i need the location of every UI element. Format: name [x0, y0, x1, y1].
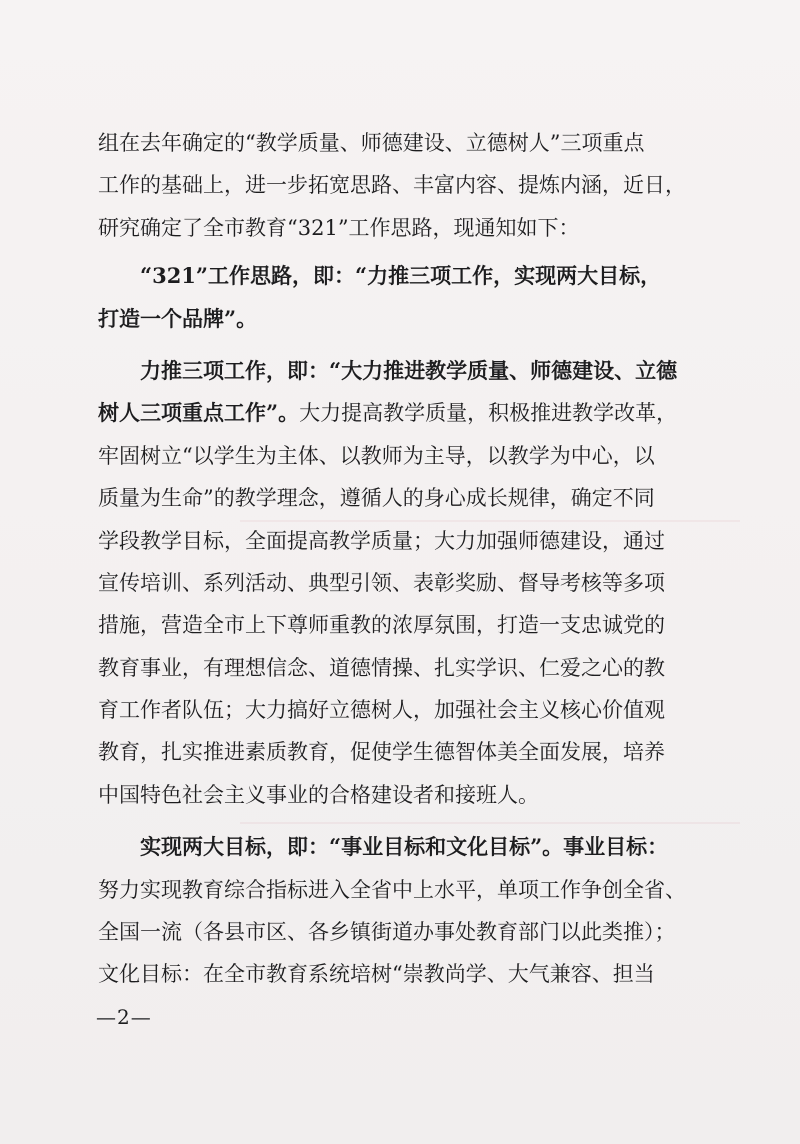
page-number: —2—	[96, 1005, 152, 1029]
text-line: 宣传培训、系列活动、典型引领、表彰奖励、督导考核等多项	[98, 570, 665, 595]
text-line: 教育，扎实推进素质教育，促使学生德智体美全面发展，培养	[98, 740, 665, 765]
text-line: 努力实现教育综合指标进入全省中上水平，单项工作争创全省、	[98, 877, 686, 902]
text-line: “321”工作思路，即：“力推三项工作，实现两大目标，	[98, 263, 662, 289]
text-line: 教育事业，有理想信念、道德情操、扎实学识、仁爱之心的教	[98, 655, 665, 680]
text-line: 研究确定了全市教育“321”工作思路，现通知如下：	[98, 215, 580, 240]
text-line: 牢固树立“以学生为主体、以教师为主导，以教学为中心，以	[98, 443, 655, 468]
text-line: 质量为生命”的教学理念，遵循人的身心成长规律，确定不同	[98, 486, 655, 511]
text-line: 学段教学目标，全面提高教学质量；大力加强师德建设，通过	[98, 528, 665, 553]
text-line: 文化目标：在全市教育系统培树“崇教尚学、大气兼容、担当	[98, 962, 655, 987]
text-line: 全国一流（各县市区、各乡镇街道办事处教育部门以此类推）；	[98, 920, 676, 945]
text-line: 实现两大目标，即：“事业目标和文化目标”。事业目标：	[98, 834, 669, 860]
text-line: 打造一个品牌”。	[98, 305, 258, 331]
text-line: 工作的基础上，进一步拓宽思路、丰富内容、提炼内涵，近日，	[98, 173, 686, 198]
text-line: 措施，营造全市上下尊师重教的浓厚氛围，打造一支忠诚党的	[98, 613, 665, 638]
text-line: 中国特色社会主义事业的合格建设者和接班人。	[98, 782, 539, 807]
text-line: 力推三项工作，即：“大力推进教学质量、师德建设、立德	[98, 357, 678, 383]
text-line: 树人三项重点工作”。大力提高教学质量，积极推进教学改革，	[98, 400, 678, 426]
body-text	[98, 122, 698, 996]
text-line: 组在去年确定的“教学质量、师德建设、立德树人”三项重点	[98, 131, 645, 155]
text-line: 育工作者队伍；大力搞好立德树人，加强社会主义核心价值观	[98, 698, 665, 723]
